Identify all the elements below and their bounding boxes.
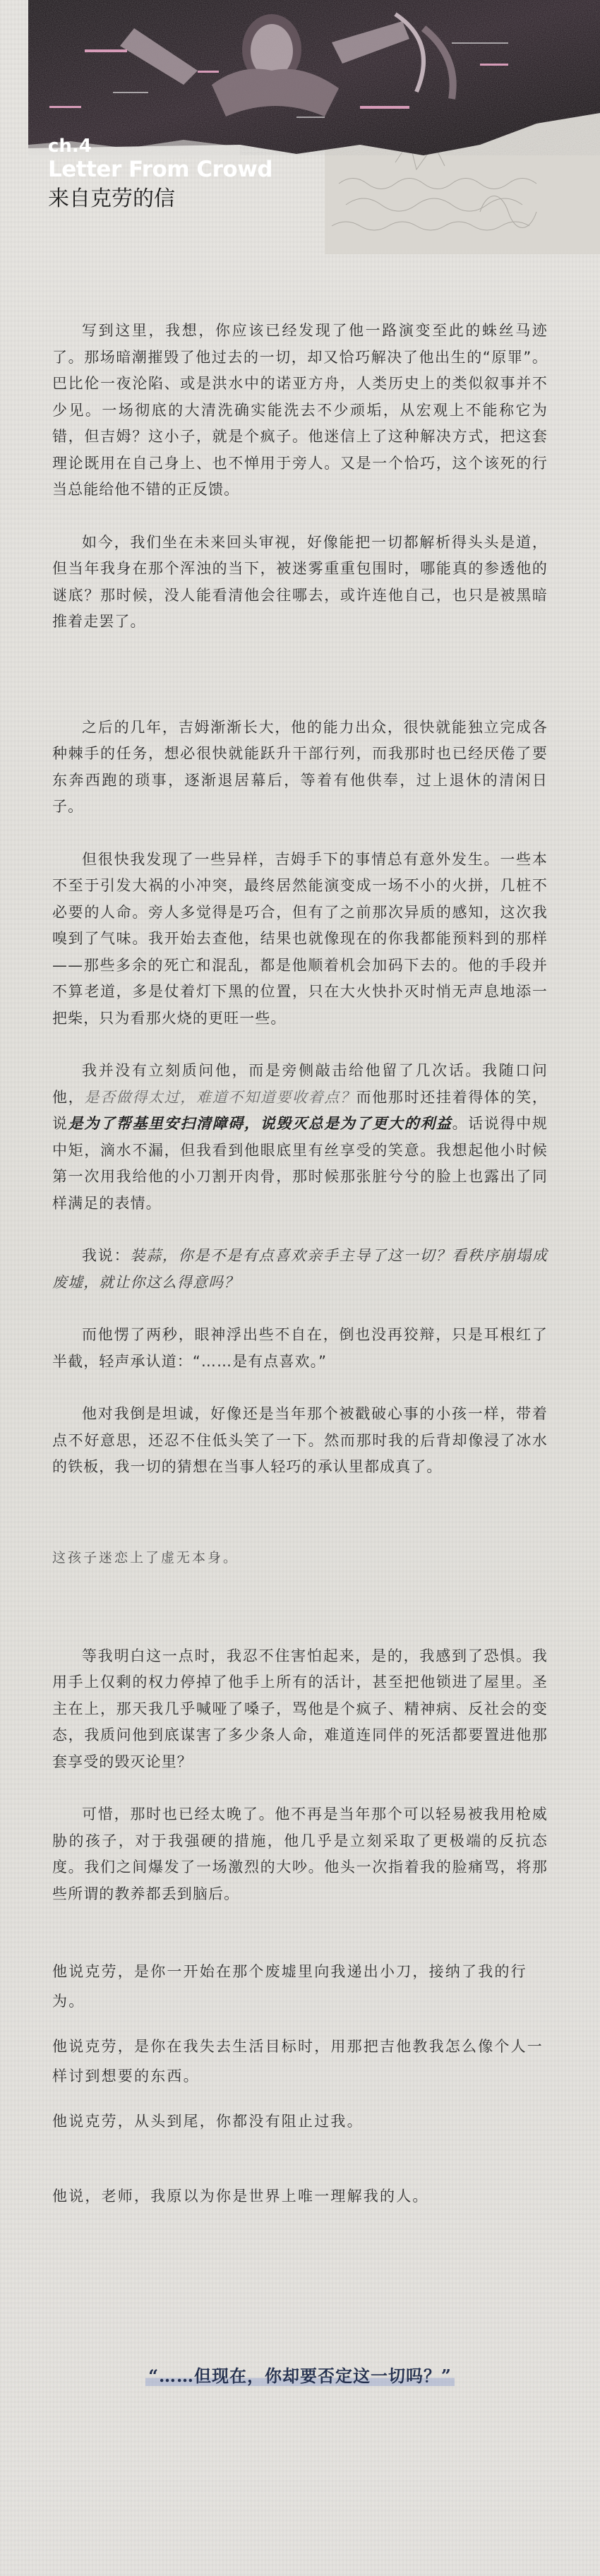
handwritten-line: 他说克劳，是你一开始在那个废墟里向我递出小刀，接纳了我的行为。 — [52, 1963, 527, 2010]
quoted-accusation: 装蒜，你是不是有点喜欢亲手主导了这一切？看秩序崩塌成废墟，就让你这么得意吗？ — [52, 1247, 548, 1291]
closing-question-text: “……但现在，你却要否定这一切吗？” — [145, 2366, 455, 2386]
handwritten-line: 他说，老师，我原以为你是世界上唯一理解我的人。 — [52, 2188, 429, 2205]
handwritten-note: 这孩子迷恋上了虚无本身。 — [52, 1549, 239, 1566]
title-chinese: 来自克劳的信 — [48, 186, 175, 211]
title-english: Letter From Crowd — [48, 157, 273, 182]
paragraph: 写到这里，我想，你应该已经发现了他一路演变至此的蛛丝马迹了。那场暗潮摧毁了他过去的一切，却又恰巧解决了他出生的“原罪”。巴比伦一夜沦陷、或是洪水中的诺亚方舟，人类历史上的类似叙事并不少见。一场彻底的大清洗确实能洗去不少顽垢，从宏观上不能称它为错，但吉姆？这小子，就是个疯子。他迷信上了这种解决方式，把这套理论既用在自己身上、也不惮用于旁人。又是一个恰巧，这个该死的行当总能给他不错的正反馈。 — [52, 322, 548, 498]
paragraph: 之后的几年，吉姆渐渐长大，他的能力出众，很快就能独立完成各种棘手的任务，想必很快就能跃升干部行列，而我那时也已经厌倦了要东奔西跑的琐事，逐渐退居幕后，等着有他供奉，过上退休的清闲日子。 — [52, 718, 548, 815]
letter-body — [52, 318, 548, 2211]
handwritten-line: 他说克劳，是你在我失去生活目标时，用那把吉他教我怎么像个人一样讨到想要的东西。 — [52, 2038, 544, 2085]
paragraph: 如今，我们坐在未来回头审视，好像能把一切都解析得头头是道，但当年我身在那个浑浊的当下，被迷雾重重包围时，哪能真的参透他的谜底？那时候，没人能看清他会往哪去，或许连他自己，也只是被黑暗推着走罢了。 — [52, 533, 548, 630]
chapter-label: ch.4 — [48, 136, 92, 157]
paragraph: 可惜，那时也已经太晚了。他不再是当年那个可以轻易被我用枪威胁的孩子，对于我强硬的措施，他几乎是立刻采取了更极端的反抗态度。我们之间爆发了一场激烈的大吵。他头一次指着我的脸痛骂，将那些所谓的教养都丢到脑后。 — [52, 1806, 548, 1902]
paragraph: 等我明白这一点时，我忍不住害怕起来，是的，我感到了恐惧。我用手上仅剩的权力停掉了他手上所有的活计，甚至把他锁进了屋里。圣主在上，那天我几乎喊哑了嗓子，骂他是个疯子、精神病、反社会的变态，我质问他到底谋害了多少条人命，难道连同伴的死活都要置进他那套享受的毁灭论里？ — [52, 1647, 548, 1770]
header-collage-image — [28, 0, 600, 254]
paragraph: 他对我倒是坦诚，好像还是当年那个被戳破心事的小孩一样，带着点不好意思，还忍不住低头笑了一下。然而那时我的后背却像浸了冰水的铁板，我一切的猜想在当事人轻巧的承认里都成真了。 — [52, 1405, 548, 1475]
handwritten-line: 他说克劳，从头到尾，你都没有阻止过我。 — [52, 2113, 364, 2130]
quoted-reply: 是为了帮基里安扫清障碍，说毁灭总是为了更大的利益 — [68, 1115, 452, 1132]
text-run: 我并没有立刻质问他，而是旁侧敲击给他留了几次话。我随口问他， — [52, 1062, 548, 1106]
title-block — [48, 136, 272, 213]
paragraph — [52, 1243, 548, 1296]
closing-question — [0, 2362, 600, 2387]
paragraph: 而他愣了两秒，眼神浮出些不自在，倒也没再狡辩，只是耳根红了半截，轻声承认道：“……是有点喜欢。” — [52, 1326, 548, 1370]
paragraph: 但很快我发现了一些异样，吉姆手下的事情总有意外发生。一些本不至于引发大祸的小冲突，最终居然能演变成一场不小的火拼，几桩不必要的人命。旁人多觉得是巧合，但有了之前那次异质的感知，这次我嗅到了气味。我开始去查他，结果也就像现在的你我都能预料到的那样——那些多余的死亡和混乱，都是他顺着机会加码下去的。他的手段并不算老道，多是仗着灯下黑的位置，只在大火快扑灭时悄无声息地添一把柴，只为看那火烧的更旺一些。 — [52, 850, 548, 1027]
text-run: 而他那时还挂着得体的笑，说 — [52, 1088, 548, 1132]
paragraph — [52, 1058, 548, 1217]
text-run: 。话说得中规中矩，滴水不漏，但我看到他眼底里有丝享受的笑意。我想起他小时候第一次用我给他的小刀割开肉骨，那时候那张脏兮兮的脸上也露出了同样满足的表情。 — [52, 1115, 548, 1212]
text-run: 我说： — [82, 1247, 131, 1264]
quoted-question: 是否做得太过，难道不知道要收着点？ — [84, 1088, 356, 1106]
